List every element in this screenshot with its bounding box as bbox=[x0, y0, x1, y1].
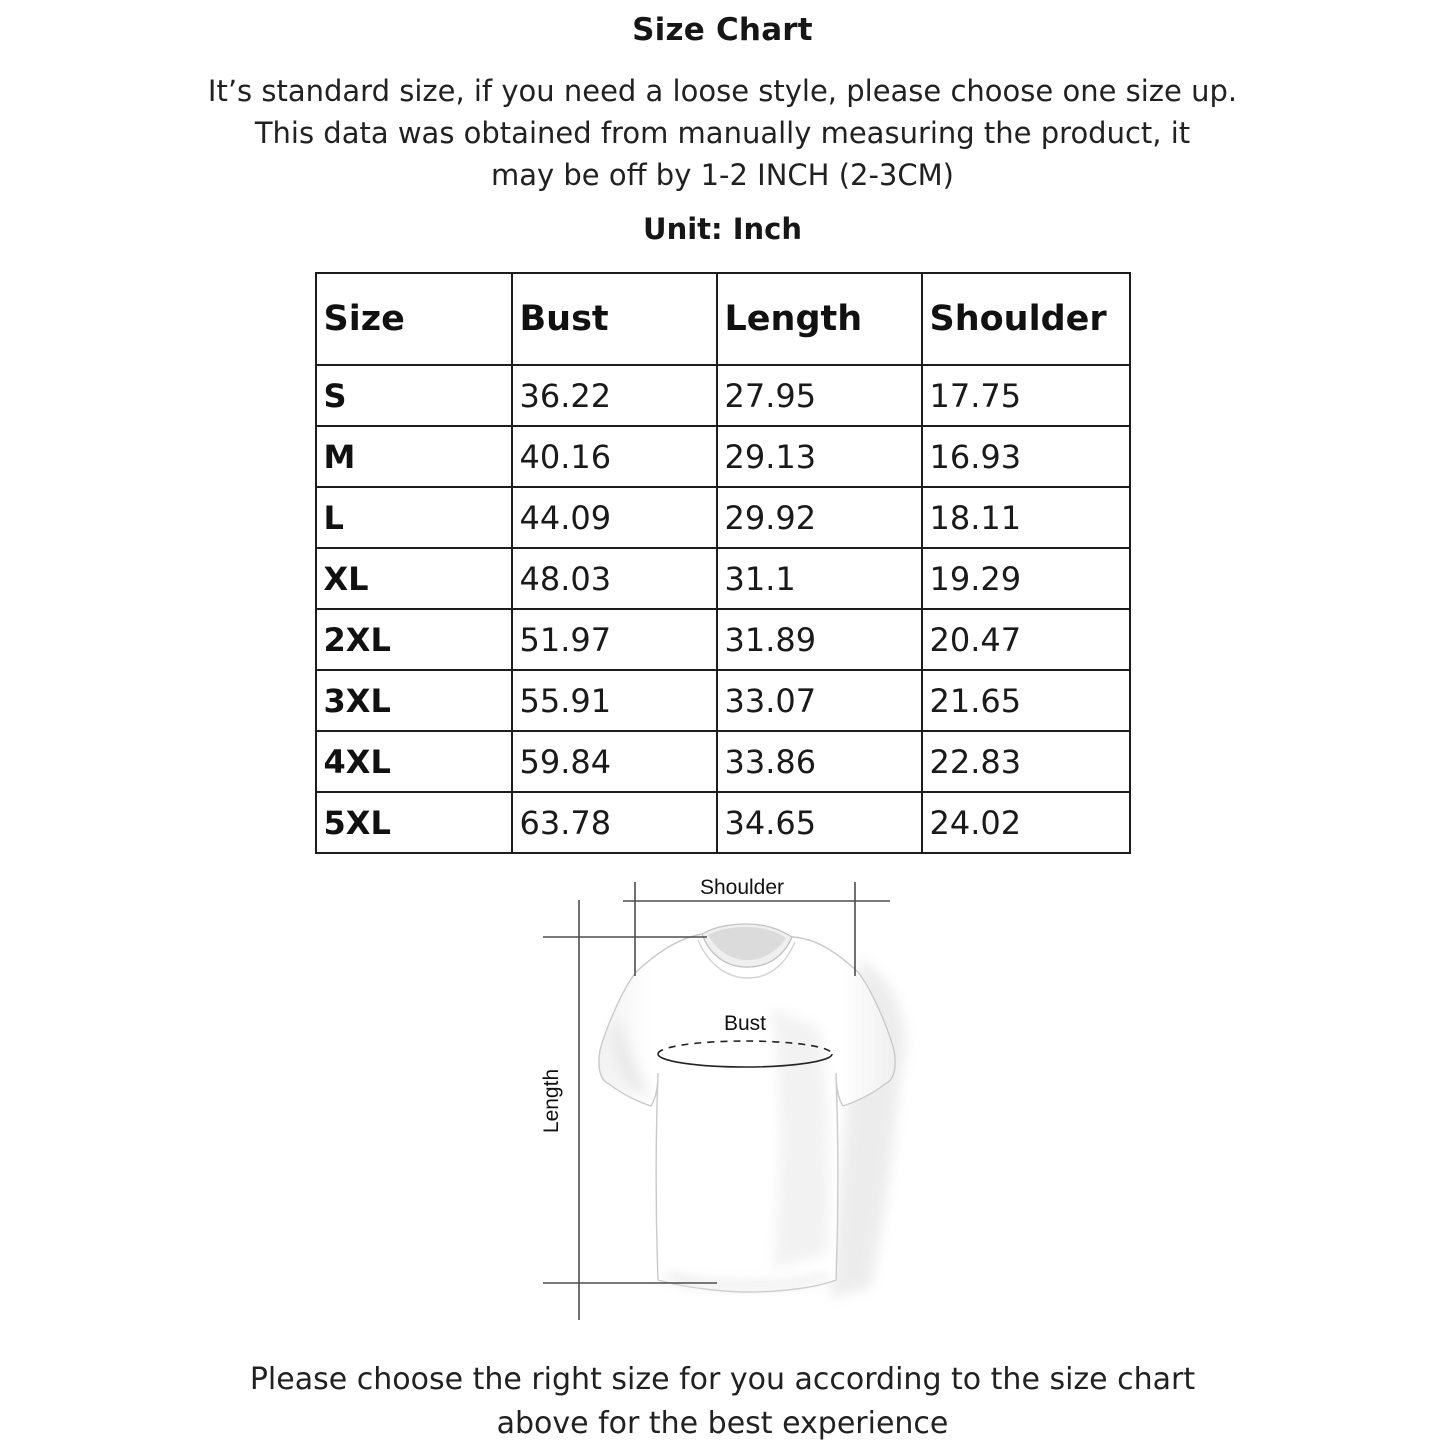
cell-shoulder: 16.93 bbox=[922, 426, 1130, 487]
column-header-size: Size bbox=[316, 273, 512, 365]
description-line: may be off by 1-2 INCH (2-3CM) bbox=[491, 158, 954, 192]
unit-label: Unit: Inch bbox=[643, 212, 802, 246]
cell-length: 33.07 bbox=[717, 670, 922, 731]
shoulder-label: Shoulder bbox=[699, 876, 784, 899]
table-row bbox=[316, 792, 1130, 853]
cell-length: 31.1 bbox=[717, 548, 922, 609]
cell-bust: 55.91 bbox=[512, 670, 717, 731]
table-row bbox=[316, 487, 1130, 548]
cell-bust: 48.03 bbox=[512, 548, 717, 609]
cell-shoulder: 21.65 bbox=[922, 670, 1130, 731]
cell-bust: 51.97 bbox=[512, 609, 717, 670]
size-chart-table bbox=[315, 272, 1131, 854]
column-header-length: Length bbox=[717, 273, 922, 365]
tshirt-graphic bbox=[530, 868, 970, 1350]
cell-bust: 36.22 bbox=[512, 365, 717, 426]
footer-note bbox=[250, 1358, 1195, 1445]
measurement-diagram bbox=[0, 868, 1445, 1350]
footer-line: Please choose the right size for you according to the size chart bbox=[249, 1362, 1196, 1397]
length-label: Length bbox=[539, 1068, 563, 1134]
cell-length: 29.13 bbox=[717, 426, 922, 487]
cell-shoulder: 22.83 bbox=[922, 731, 1130, 792]
cell-size: L bbox=[316, 487, 512, 548]
cell-size: XL bbox=[316, 548, 512, 609]
cell-size: S bbox=[316, 365, 512, 426]
table-header-row bbox=[316, 273, 1130, 365]
cell-shoulder: 24.02 bbox=[922, 792, 1130, 853]
cell-length: 29.92 bbox=[717, 487, 922, 548]
table-row bbox=[316, 548, 1130, 609]
description-text bbox=[208, 70, 1237, 196]
cell-size: 4XL bbox=[316, 731, 512, 792]
footer-line: above for the best experience bbox=[496, 1406, 949, 1441]
cell-size: 5XL bbox=[316, 792, 512, 853]
cell-size: 3XL bbox=[316, 670, 512, 731]
cell-shoulder: 19.29 bbox=[922, 548, 1130, 609]
page-title: Size Chart bbox=[632, 12, 813, 48]
cell-shoulder: 18.11 bbox=[922, 487, 1130, 548]
description-line: It’s standard size, if you need a loose style, please choose one size up. bbox=[207, 74, 1238, 108]
table-row bbox=[316, 609, 1130, 670]
cell-size: 2XL bbox=[316, 609, 512, 670]
cell-length: 34.65 bbox=[717, 792, 922, 853]
table-row bbox=[316, 426, 1130, 487]
cell-bust: 40.16 bbox=[512, 426, 717, 487]
description-line: This data was obtained from manually measuring the product, it bbox=[254, 116, 1191, 150]
column-header-bust: Bust bbox=[512, 273, 717, 365]
cell-shoulder: 20.47 bbox=[922, 609, 1130, 670]
cell-bust: 44.09 bbox=[512, 487, 717, 548]
cell-length: 33.86 bbox=[717, 731, 922, 792]
cell-length: 31.89 bbox=[717, 609, 922, 670]
cell-size: M bbox=[316, 426, 512, 487]
cell-bust: 63.78 bbox=[512, 792, 717, 853]
table-row bbox=[316, 731, 1130, 792]
column-header-shoulder: Shoulder bbox=[922, 273, 1130, 365]
cell-length: 27.95 bbox=[717, 365, 922, 426]
cell-shoulder: 17.75 bbox=[922, 365, 1130, 426]
table-row bbox=[316, 365, 1130, 426]
bust-label: Bust bbox=[723, 1012, 766, 1035]
cell-bust: 59.84 bbox=[512, 731, 717, 792]
table-row bbox=[316, 670, 1130, 731]
